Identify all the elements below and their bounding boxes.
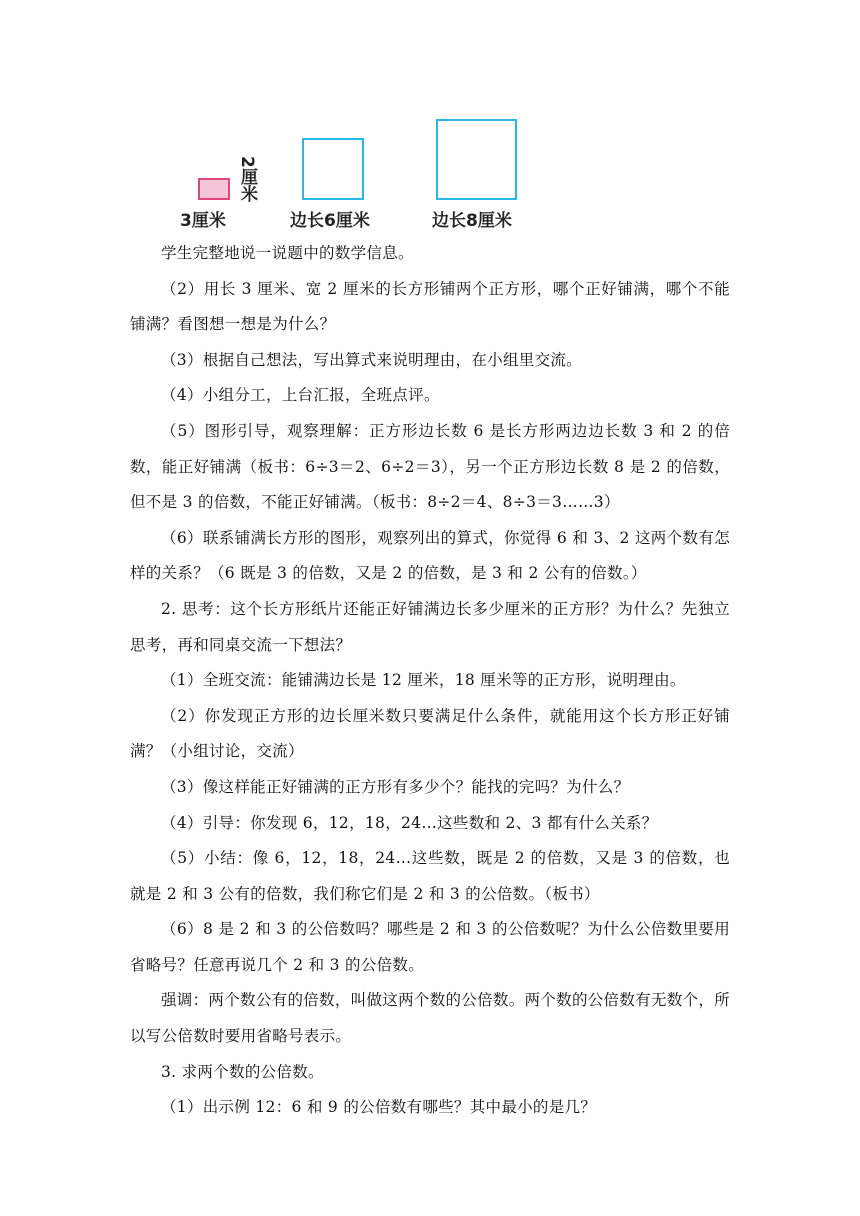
paragraph: 强调：两个数公有的倍数，叫做这两个数的公倍数。两个数的公倍数有无数个，所以写公倍数时要用省略号表示。	[130, 991, 730, 1046]
rectangle-width-label: 3厘米	[180, 211, 226, 231]
square-side-8	[436, 119, 517, 200]
lesson-text	[130, 236, 730, 1126]
paragraph: （2）用长 3 厘米、宽 2 厘米的长方形铺两个正方形，哪个正好铺满，哪个不能铺满？看图想一想是为什么？	[130, 279, 730, 334]
paragraph: （1）出示例 12：6 和 9 的公倍数有哪些？其中最小的是几？	[161, 1098, 597, 1117]
paragraph: 3. 求两个数的公倍数。	[161, 1062, 324, 1081]
rectangle-height-label: 2厘米	[237, 156, 257, 202]
square-side-6	[302, 138, 364, 200]
paragraph: 学生完整地说一说题中的数学信息。	[161, 244, 414, 262]
paragraph: （5）小结：像 6，12，18，24…这些数，既是 2 的倍数，又是 3 的倍数，也就是 2 和 3 公有的倍数，我们称它们是 2 和 3 的公倍数。（板书）	[130, 849, 730, 903]
paragraph: （6）联系铺满长方形的图形，观察列出的算式，你觉得 6 和 3、2 这两个数有怎样的关系？（6 既是 3 的倍数，又是 2 的倍数，是 3 和 2 公有的倍数。）	[130, 528, 730, 583]
rectangle-3x2	[198, 178, 230, 200]
paragraph: （3）根据自己想法，写出算式来说明理由，在小组里交流。	[161, 350, 582, 369]
paragraph: （3）像这样能正好铺满的正方形有多少个？能找的完吗？为什么？	[161, 777, 630, 796]
paragraph: （6）8 是 2 和 3 的公倍数吗？哪些是 2 和 3 的公倍数呢？为什么公倍数里要用省略号？任意再说几个 2 和 3 的公倍数。	[130, 920, 730, 974]
square-6-label: 边长6厘米	[290, 211, 370, 231]
paragraph: （5）图形引导，观察理解：正方形边长数 6 是长方形两边边长数 3 和 2 的倍数，能正好铺满（板书：6÷3＝2、6÷2＝3），另一个正方形边长数 8 是 2 的倍数，但不是 3 的倍数，不能正好铺满。（板书：8÷2＝4、8÷3＝3……3）	[130, 421, 730, 512]
paragraph: 2. 思考：这个长方形纸片还能正好铺满边长多少厘米的正方形？为什么？先独立思考，再和同桌交流一下想法？	[130, 599, 730, 654]
paragraph: （4）引导：你发现 6，12，18，24…这些数和 2、3 都有什么关系？	[161, 813, 658, 832]
paragraph: （1）全班交流：能铺满边长是 12 厘米，18 厘米等的正方形，说明理由。	[161, 671, 686, 690]
paragraph: （2）你发现正方形的边长厘米数只要满足什么条件，就能用这个长方形正好铺满？（小组讨论，交流）	[130, 706, 730, 761]
paragraph: （4）小组分工，上台汇报，全班点评。	[161, 386, 440, 405]
square-8-label: 边长8厘米	[432, 211, 512, 231]
